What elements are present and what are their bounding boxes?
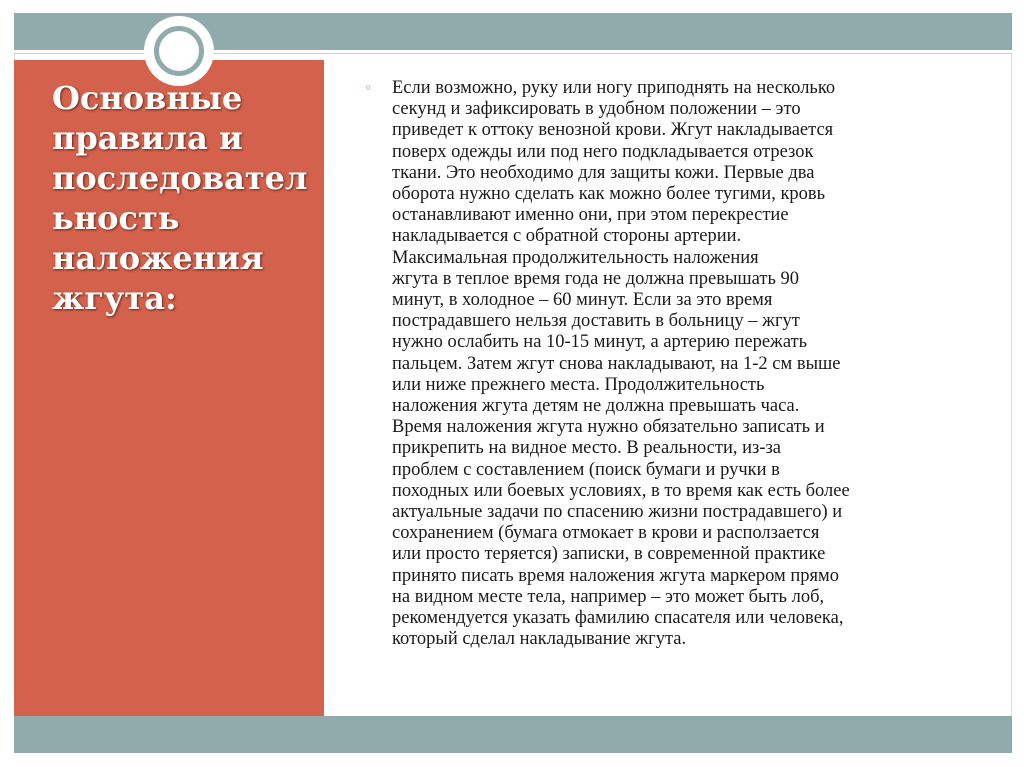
- bullet-item: [364, 78, 984, 650]
- text-line: секунд и зафиксировать в удобном положении – это: [392, 99, 801, 120]
- text-line: ткани. Это необходимо для защиты кожи. Первые два: [392, 162, 815, 183]
- text-line: останавливают именно они, при этом перекрестие: [392, 205, 789, 226]
- bottom-decorative-band: [14, 716, 1012, 753]
- text-line: сохранением (бумага отмокает в крови и расползается: [392, 523, 820, 544]
- ring-icon: [154, 26, 204, 76]
- text-line: проблем с составлением (поиск бумаги и ручки в: [392, 459, 780, 480]
- text-line: приведет к оттоку венозной крови. Жгут накладывается: [392, 120, 834, 141]
- slide-title: [52, 78, 314, 318]
- title-line: наложения: [52, 239, 264, 277]
- text-line: наложения жгута детям не должна превышать часа.: [392, 396, 800, 417]
- text-line: оборота нужно сделать как можно более тугими, кровь: [392, 184, 826, 205]
- title-line: Основные: [52, 79, 243, 117]
- text-line: Максимальная продолжительность наложения: [392, 247, 759, 268]
- title-line: ьность: [52, 199, 180, 237]
- text-line: минут, в холодное – 60 минут. Если за это время: [392, 290, 773, 311]
- text-line: накладывается с обратной стороны артерии.: [392, 226, 742, 247]
- slide-content: [364, 78, 984, 650]
- text-line: прикрепить на видное место. В реальности, из-за: [392, 438, 782, 459]
- text-line: пострадавшего нельзя доставить в больницу – жгут: [392, 311, 800, 332]
- title-line: правила и: [52, 119, 243, 157]
- text-line: Если возможно, руку или ногу приподнять на несколько: [392, 78, 836, 98]
- text-line: или ниже прежнего места. Продолжительность: [392, 374, 765, 395]
- text-line: поверх одежды или под него подкладывается отрезок: [392, 141, 814, 162]
- text-line: на видном месте тела, например – это может быть лоб,: [392, 586, 825, 607]
- text-line: нужно ослабить на 10-15 минут, а артерию пережать: [392, 332, 808, 353]
- text-line: принято писать время наложения жгута маркером прямо: [392, 565, 839, 586]
- text-line: Время наложения жгута нужно обязательно записать и: [392, 417, 825, 438]
- text-line: рекомендуется указать фамилию спасателя или человека,: [392, 608, 844, 629]
- title-line: последовател: [52, 159, 308, 197]
- bullet-icon: ◦: [364, 81, 373, 97]
- text-line: или просто теряется) записки, в современной практике: [392, 544, 826, 565]
- bullet-text: [392, 78, 984, 650]
- text-line: пальцем. Затем жгут снова накладывают, на 1-2 см выше: [392, 353, 841, 374]
- circle-emblem-icon: [144, 16, 214, 86]
- text-line: походных или боевых условиях, в то время как есть более: [392, 480, 850, 501]
- text-line: который сделал накладывание жгута.: [392, 629, 687, 650]
- title-line: жгута:: [52, 279, 177, 317]
- text-line: жгута в теплое время года не должна превышать 90: [392, 268, 800, 289]
- text-line: актуальные задачи по спасению жизни пострадавшего) и: [392, 502, 843, 523]
